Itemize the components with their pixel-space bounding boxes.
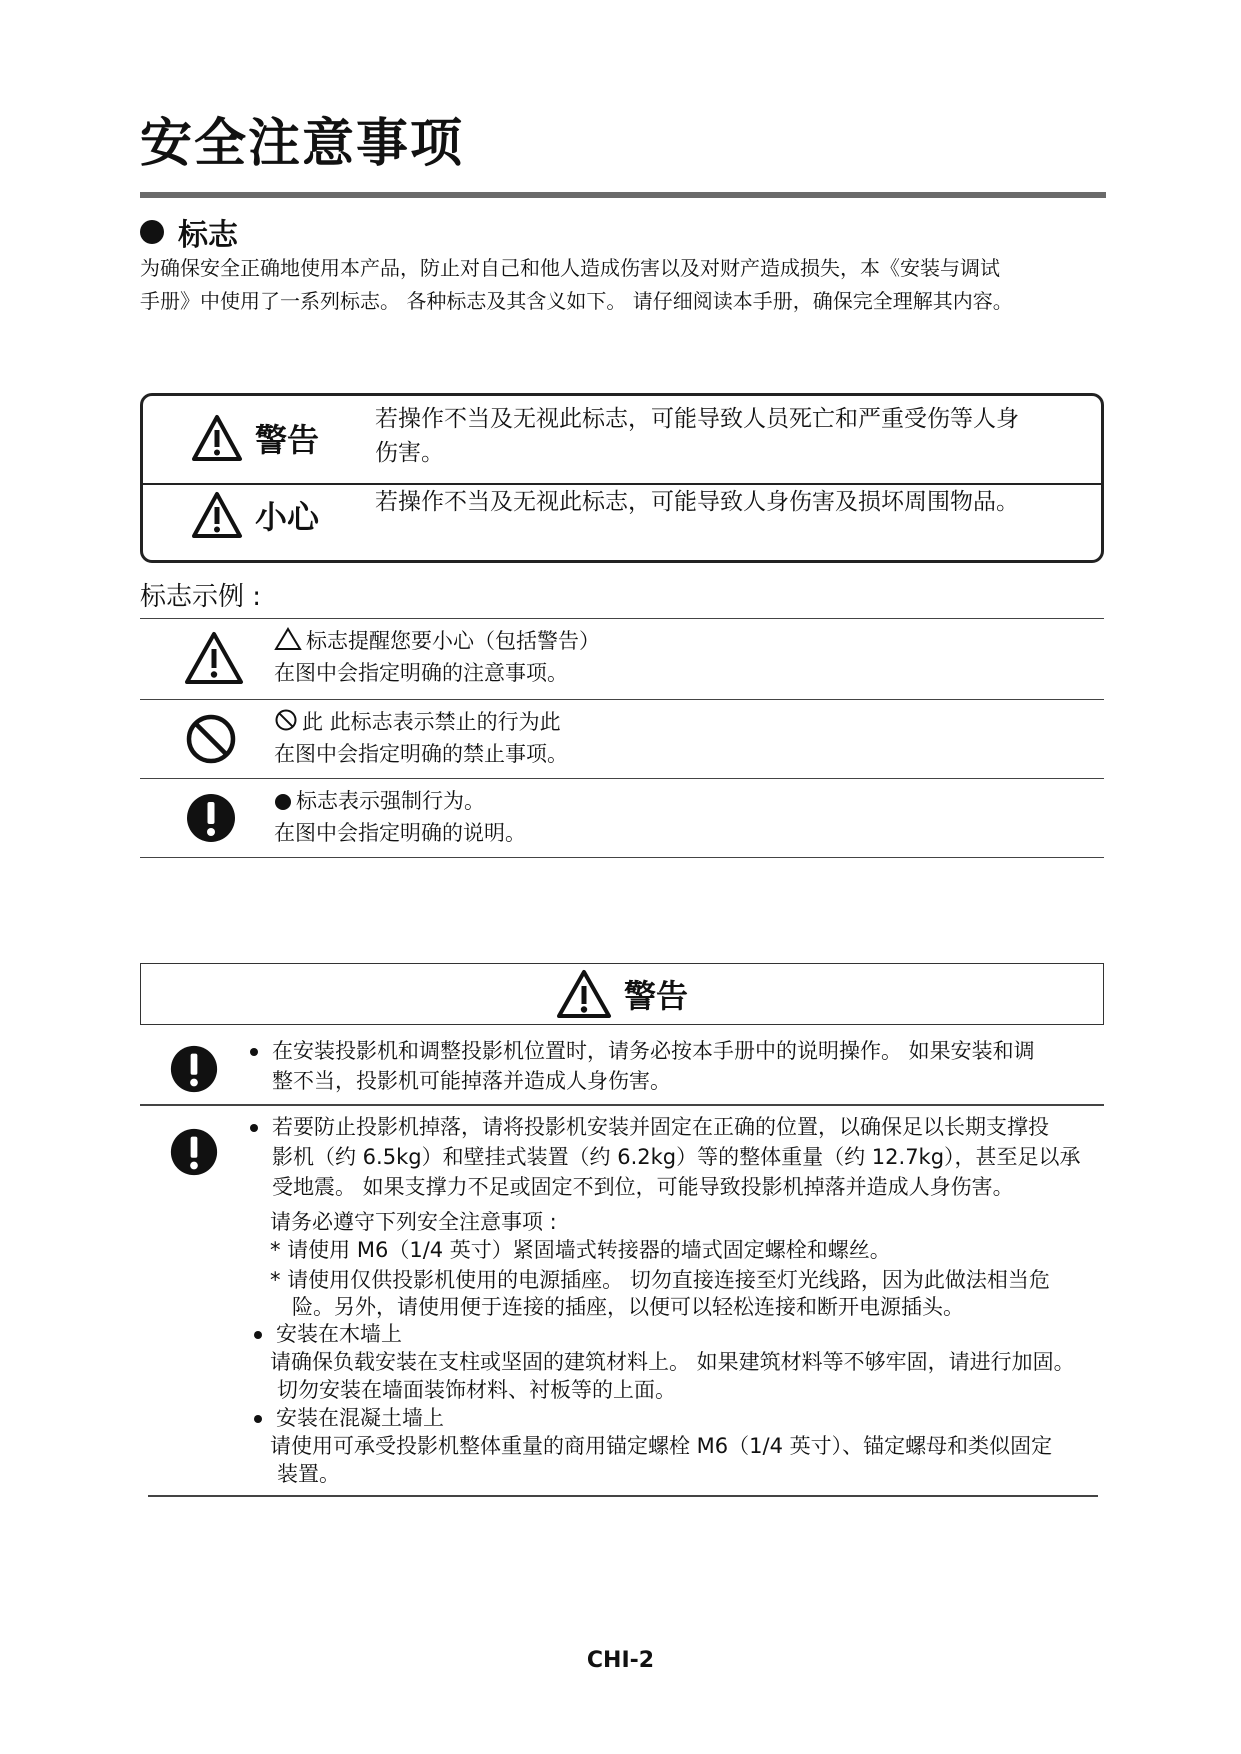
example-line: 在图中会指定明确的注意事项。: [274, 661, 568, 685]
intro-line: 手册》中使用了一系列标志。 各种标志及其含义如下。 请仔细阅读本手册，确保完全理解其内容。: [140, 289, 1013, 313]
warning-header-box: [140, 963, 1104, 1025]
title-rule: [140, 192, 1106, 198]
example-line: 在图中会指定明确的说明。: [274, 821, 526, 845]
legend-caution-desc: 若操作不当及无视此标志，可能导致人身伤害及损坏周围物品。: [375, 489, 1019, 515]
legend-box: [140, 393, 1104, 563]
caution-triangle-icon: [184, 631, 244, 685]
intro-paragraph: [140, 252, 1110, 318]
mandatory-icon: [168, 1043, 220, 1095]
bullet-icon: [254, 1415, 262, 1423]
legend-caution-label: [191, 491, 319, 539]
warning-line-text: 在安装投影机和调整投影机位置时，请务必按本手册中的说明操作。 如果安装和调: [272, 1039, 1035, 1063]
example-row-prohibited: [140, 699, 1104, 778]
desc-line: 若操作不当及无视此标志，可能导致人员死亡和严重受伤等人身: [375, 406, 1019, 432]
mandatory-icon: [184, 791, 238, 845]
note-line: 请确保负载安装在支柱或坚固的建筑材料上。 如果建筑材料等不够牢固，请进行加固。: [270, 1350, 1075, 1374]
warning-item-text: [250, 1112, 1081, 1202]
legend-caution-row: [143, 483, 1101, 560]
bullet-icon: [250, 1048, 258, 1056]
page-title: 安全注意事项: [140, 114, 465, 174]
prohibited-icon: [184, 712, 238, 766]
note-line: 险。另外，请使用便于连接的插座，以便可以轻松连接和断开电源插头。: [292, 1295, 964, 1319]
note-line: 切勿安装在墙面装饰材料、衬板等的上面。: [277, 1378, 676, 1402]
intro-line: 为确保安全正确地使用本产品，防止对自己和他人造成伤害以及对财产造成损失，本《安装与调试: [140, 256, 1000, 280]
example-line: [274, 706, 568, 738]
example-line-text: 标志表示强制行为。: [296, 789, 485, 813]
concrete-wall-title-text: 安装在混凝土墙上: [276, 1406, 444, 1430]
page-number: CHI-2: [586, 1648, 655, 1673]
warning-line: 受地震。 如果支撑力不足或固定不到位，可能导致投影机掉落并造成人身伤害。: [272, 1175, 1014, 1199]
bullet-icon: [250, 1124, 258, 1132]
desc-line: 伤害。: [375, 440, 444, 466]
warning-line: [250, 1036, 1035, 1066]
section-heading-text: 标志: [178, 218, 238, 253]
bullet-icon: [140, 220, 164, 244]
legend-warning-label: [191, 414, 319, 462]
warning-line: [250, 1112, 1081, 1142]
note-line: * 请使用 M6（1/4 英寸）紧固墙式转接器的墙式固定螺栓和螺丝。: [270, 1238, 891, 1262]
warning-line: 影机（约 6.5kg）和壁挂式装置（约 6.2kg）等的整体重量（约 12.7kg），甚至足以承: [272, 1145, 1081, 1169]
legend-warning-desc: [375, 402, 1095, 470]
warning-triangle-icon: [191, 414, 243, 462]
section-heading: [140, 210, 238, 254]
example-line-text: 此 此标志表示禁止的行为此: [302, 710, 561, 734]
example-text: [274, 706, 568, 770]
warning-item-2: [140, 1112, 1120, 1492]
note-line: 请使用可承受投影机整体重量的商用锚定螺栓 M6（1/4 英寸）、锚定螺母和类似固定: [270, 1434, 1053, 1458]
legend-warning-row: [143, 396, 1101, 485]
warning-item-text: [250, 1036, 1035, 1096]
warning-title: 警告: [623, 977, 688, 1015]
example-row-mandatory: [140, 778, 1104, 858]
separator: [148, 1495, 1098, 1497]
wood-wall-title: [254, 1320, 402, 1348]
examples-table: [140, 618, 1104, 858]
example-line: [274, 785, 526, 817]
example-text: [274, 625, 600, 689]
mandatory-icon: [168, 1126, 220, 1178]
note-line: 装置。: [277, 1462, 340, 1486]
examples-heading: 标志示例 :: [140, 582, 262, 612]
warning-line: 整不当，投影机可能掉落并造成人身伤害。: [272, 1069, 671, 1093]
small-dot-icon: [274, 793, 292, 811]
example-text: [274, 785, 526, 849]
small-triangle-icon: [274, 627, 302, 651]
example-line-text: 标志提醒您要小心（包括警告）: [306, 629, 600, 653]
warning-item-1: [140, 1036, 1120, 1102]
warning-label-text: 警告: [255, 421, 320, 459]
note-line: * 请使用仅供投影机使用的电源插座。 切勿直接连接至灯光线路，因为此做法相当危: [270, 1268, 1050, 1292]
concrete-wall-title: [254, 1404, 444, 1432]
example-row-caution: [140, 618, 1104, 699]
example-line: 在图中会指定明确的禁止事项。: [274, 742, 568, 766]
caution-triangle-icon: [191, 491, 243, 539]
warning-triangle-icon: [556, 969, 612, 1019]
caution-label-text: 小心: [255, 498, 320, 536]
wood-wall-title-text: 安装在木墙上: [276, 1322, 402, 1346]
small-prohibited-icon: [274, 708, 298, 732]
example-line: [274, 625, 600, 657]
warning-line-text: 若要防止投影机掉落，请将投影机安装并固定在正确的位置，以确保足以长期支撑投: [272, 1115, 1049, 1139]
separator: [140, 1104, 1104, 1106]
bullet-icon: [254, 1331, 262, 1339]
notes-heading: 请务必遵守下列安全注意事项 :: [270, 1210, 557, 1234]
